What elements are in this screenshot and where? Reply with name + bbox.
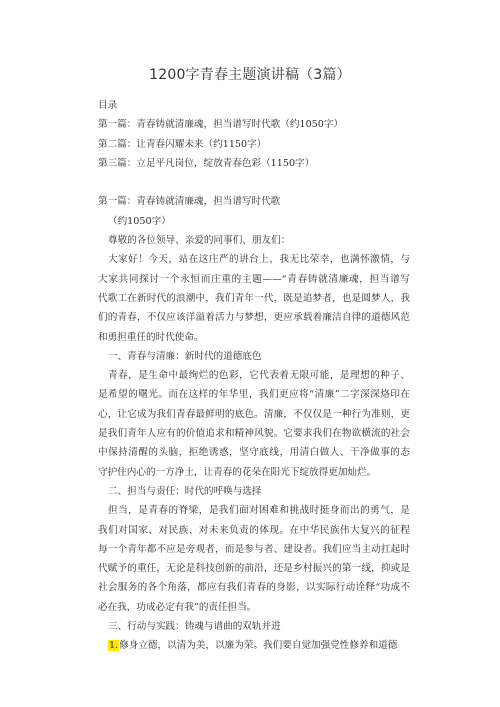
section-3-item bbox=[98, 636, 410, 655]
intro-line: 大家好！今天，站在这庄严的讲台上，我无比荣幸，也满怀激情，与 bbox=[108, 254, 410, 266]
toc-heading: 目录 bbox=[98, 100, 118, 111]
section-2-heading: 二、担当与责任：时代的呼唤与选择 bbox=[108, 485, 262, 497]
section-2-line: 担当，是青春的脊梁，是我们面对困难和挑战时挺身而出的勇气，是 bbox=[108, 505, 410, 517]
section-2-line: 社会服务的各个角落，都应有我们青春的身影，以实际行动诠释“功成不 bbox=[98, 582, 410, 594]
section-3-item-text: 修身立德，以清为美，以廉为荣。我们要自觉加强党性修养和道德 bbox=[119, 640, 398, 652]
toc-item-3: 第三篇：立足平凡岗位，绽放青春色彩（1150字） bbox=[98, 157, 315, 169]
intro-line: 们的青春，不仅应该洋溢着活力与梦想，更应承载着廉洁自律的道德风范 bbox=[98, 312, 410, 324]
item-number-highlight: 1. bbox=[109, 640, 119, 652]
document-title: 1200字青春主题演讲稿（3篇） bbox=[149, 67, 351, 83]
intro-line: 和勇担重任的时代使命。 bbox=[98, 331, 204, 343]
section-2-line: 每一个青年都不应是旁观者，而是参与者、建设者。我们应当主动扛起时 bbox=[98, 543, 410, 555]
section-2-line: 我们对国家、对民族、对未来负责的体现。在中华民族伟大复兴的征程 bbox=[98, 524, 410, 536]
section-1-heading: 一、青春与清廉：新时代的道德底色 bbox=[108, 350, 262, 362]
article-title: 第一篇：青春铸就清廉魂，担当谱写时代歌 bbox=[98, 196, 281, 208]
section-3-heading: 三、行动与实践：铸魂与谱曲的双轨并进 bbox=[108, 621, 281, 633]
section-1-line: 是我们青年人应有的价值追求和精神风貌。它要求我们在物欲横流的社会 bbox=[98, 428, 410, 440]
section-2-line: 必在我，功成必定有我”的责任担当。 bbox=[98, 601, 257, 613]
intro-line: 大家共同探讨一个永恒而庄重的主题——“青春铸就清廉魂，担当谱写 bbox=[98, 273, 410, 285]
section-1-line: 是希望的曙光。而在这样的年华里，我们更应将“清廉”二字深深烙印在 bbox=[98, 389, 410, 401]
toc-item-1: 第一篇：青春铸就清廉魂，担当谱写时代歌（约1050字） bbox=[98, 119, 344, 131]
document-body bbox=[98, 96, 410, 656]
greeting: 尊敬的各位领导、亲爱的同事们、朋友们： bbox=[108, 235, 291, 247]
spacer bbox=[98, 173, 410, 192]
section-1-line: 守护住内心的一方净土，让青春的花朵在阳光下绽放得更加灿烂。 bbox=[98, 466, 377, 478]
intro-line: 代歌工在新时代的浪潮中，我们青年一代，既是追梦者，也是圆梦人，我 bbox=[98, 292, 410, 304]
article-title-wordcount: （约1050字） bbox=[108, 215, 171, 227]
section-1-line: 中保持清醒的头脑，拒绝诱惑，坚守底线，用清白做人、干净做事的态 bbox=[98, 447, 410, 459]
section-2-line: 代赋予的重任，无论是科技创新的前沿，还是乡村振兴的第一线，抑或是 bbox=[98, 563, 410, 575]
section-1-line: 心，让它成为我们青春最鲜明的底色。清廉，不仅仅是一种行为准则，更 bbox=[98, 408, 410, 420]
section-1-line: 青春，是生命中最绚烂的色彩，它代表着无限可能，是理想的种子、 bbox=[108, 370, 410, 382]
toc-item-2: 第二篇：让青春闪耀未来（约1150字） bbox=[98, 138, 267, 150]
